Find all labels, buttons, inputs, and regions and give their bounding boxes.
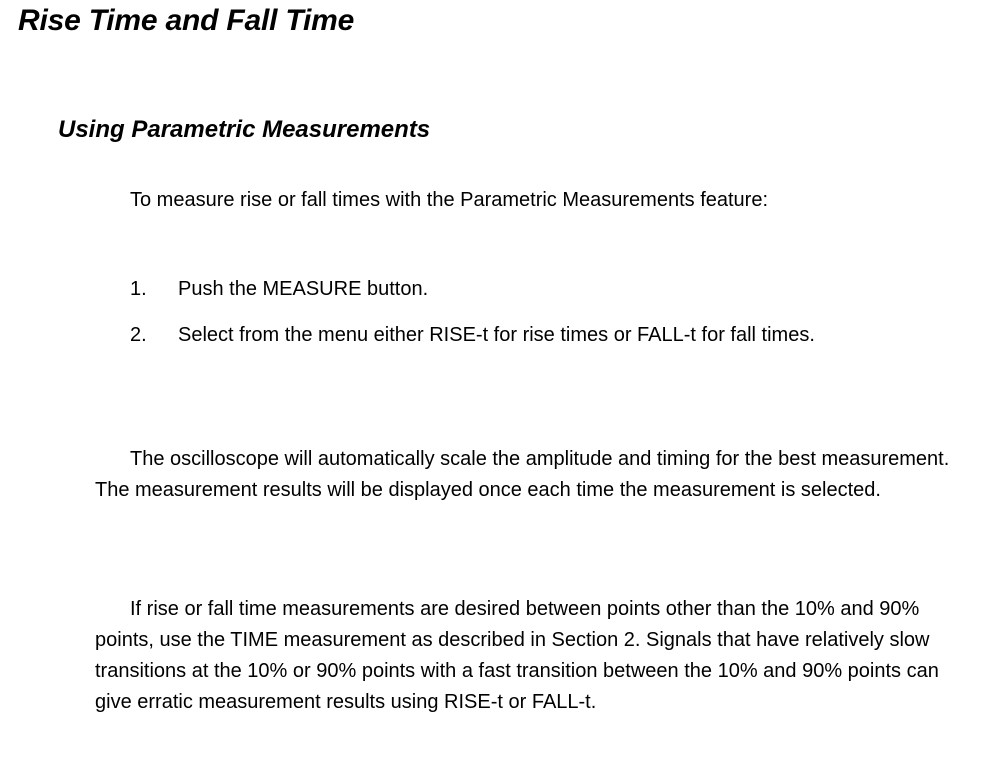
- step-number: 1.: [130, 278, 147, 300]
- page-title: Rise Time and Fall Time: [18, 4, 355, 37]
- paragraph-text: The oscilloscope will automatically scale the amplitude and timing for the best measurement. The measurement results will be displayed once each time the measurement is selected.: [95, 448, 950, 501]
- section-heading: Using Parametric Measurements: [58, 116, 431, 143]
- intro-paragraph: To measure rise or fall times with the Parametric Measurements feature:: [130, 189, 769, 211]
- body-paragraph: [95, 594, 980, 718]
- paragraph-text: If rise or fall time measurements are desired between points other than the 10% and 90% points, use the TIME measurement as described in Section 2. Signals that have relatively slow transitions at the 10% or 90% points with a fast transition between the 10% and 90% points can give erratic measurement results using RISE-t or FALL-t.: [95, 598, 939, 713]
- step-text: Select from the menu either RISE-t for rise times or FALL-t for fall times.: [178, 324, 815, 346]
- body-paragraph: [95, 444, 975, 506]
- list-item: [130, 320, 900, 351]
- step-number: 2.: [130, 324, 147, 346]
- list-item: [130, 274, 890, 305]
- step-text: Push the MEASURE button.: [178, 278, 429, 300]
